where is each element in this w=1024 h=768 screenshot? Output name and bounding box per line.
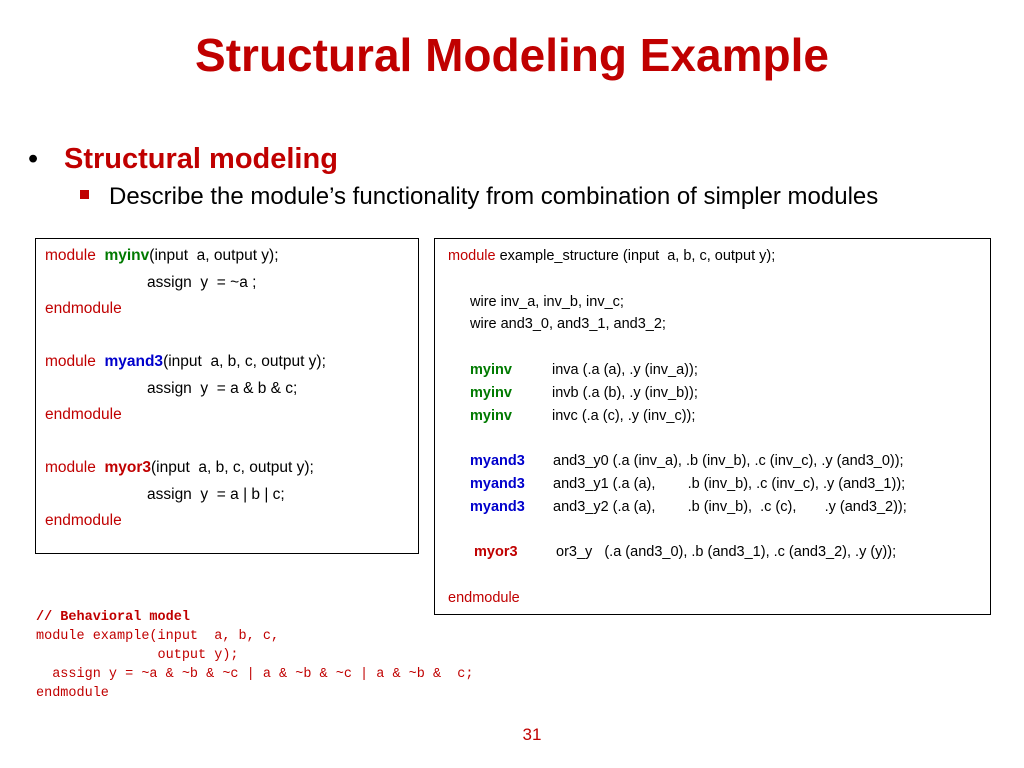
- example-structure-decl: module example_structure (input a, b, c, output y);: [448, 248, 776, 264]
- myor3-name: myor3: [104, 459, 151, 476]
- behavioral-comment: // Behavioral model: [36, 610, 190, 625]
- myand3-end-line: endmodule: [45, 406, 122, 423]
- and3-instance-row: myand3 and3_y0 (.a (inv_a), .b (inv_b), .c (inv_c), .y (and3_0));: [470, 453, 904, 470]
- behavioral-line-2: output y);: [36, 648, 239, 663]
- inv-instance-row: myinv invb (.a (b), .y (inv_b));: [470, 384, 698, 401]
- myand3-name: myand3: [104, 353, 164, 370]
- myinv-assign-line: assign y = ~a ;: [147, 273, 257, 291]
- example-structure-box: [434, 238, 991, 615]
- and3-instance-row: myand3 and3_y2 (.a (a), .b (inv_b), .c (c), .y (and3_2));: [470, 498, 907, 515]
- myand3-decl-line: module myand3(input a, b, c, output y);: [45, 353, 326, 370]
- slide-title: Structural Modeling Example: [195, 29, 829, 81]
- sub-bullet: [80, 183, 878, 211]
- wire-line-1: wire inv_a, inv_b, inv_c;: [470, 293, 624, 310]
- myor3-decl-line: module myor3(input a, b, c, output y);: [45, 459, 314, 476]
- inv-instance-row: myinv inva (.a (a), .y (inv_a));: [470, 361, 698, 378]
- and3-instance-row: myand3 and3_y1 (.a (a), .b (inv_b), .c (inv_c), .y (and3_1));: [470, 475, 906, 492]
- myor3-assign-line: assign y = a | b | c;: [147, 485, 285, 503]
- behavioral-model-code: [36, 608, 473, 703]
- bullet-structural-modeling: [28, 143, 338, 176]
- bullet-text: Structural modeling: [64, 143, 338, 175]
- bullet-dot-icon: •: [28, 143, 39, 175]
- inv-instance-row: myinv invc (.a (c), .y (inv_c));: [470, 407, 696, 424]
- or3-instance-row: myor3 or3_y (.a (and3_0), .b (and3_1), .c (and3_2), .y (y));: [474, 544, 897, 561]
- myinv-end-line: endmodule: [45, 300, 122, 317]
- myinv-name: myinv: [104, 247, 150, 264]
- behavioral-line-3: assign y = ~a & ~b & ~c | a & ~b & ~c | a & ~b & c;: [36, 667, 474, 682]
- primitive-modules-box: [35, 238, 419, 554]
- wire-line-2: wire and3_0, and3_1, and3_2;: [470, 316, 666, 333]
- myinv-decl-line: module myinv(input a, output y);: [45, 247, 279, 264]
- behavioral-line-4: endmodule: [36, 686, 109, 701]
- behavioral-line-1: module example(input a, b, c,: [36, 629, 280, 644]
- square-bullet-icon: [80, 190, 89, 199]
- myor3-end-line: endmodule: [45, 512, 122, 529]
- example-structure-end: endmodule: [448, 589, 520, 606]
- page-number: 31: [522, 725, 542, 744]
- sub-bullet-text: Describe the module’s functionality from combination of simpler modules: [109, 183, 879, 210]
- myand3-assign-line: assign y = a & b & c;: [147, 379, 298, 397]
